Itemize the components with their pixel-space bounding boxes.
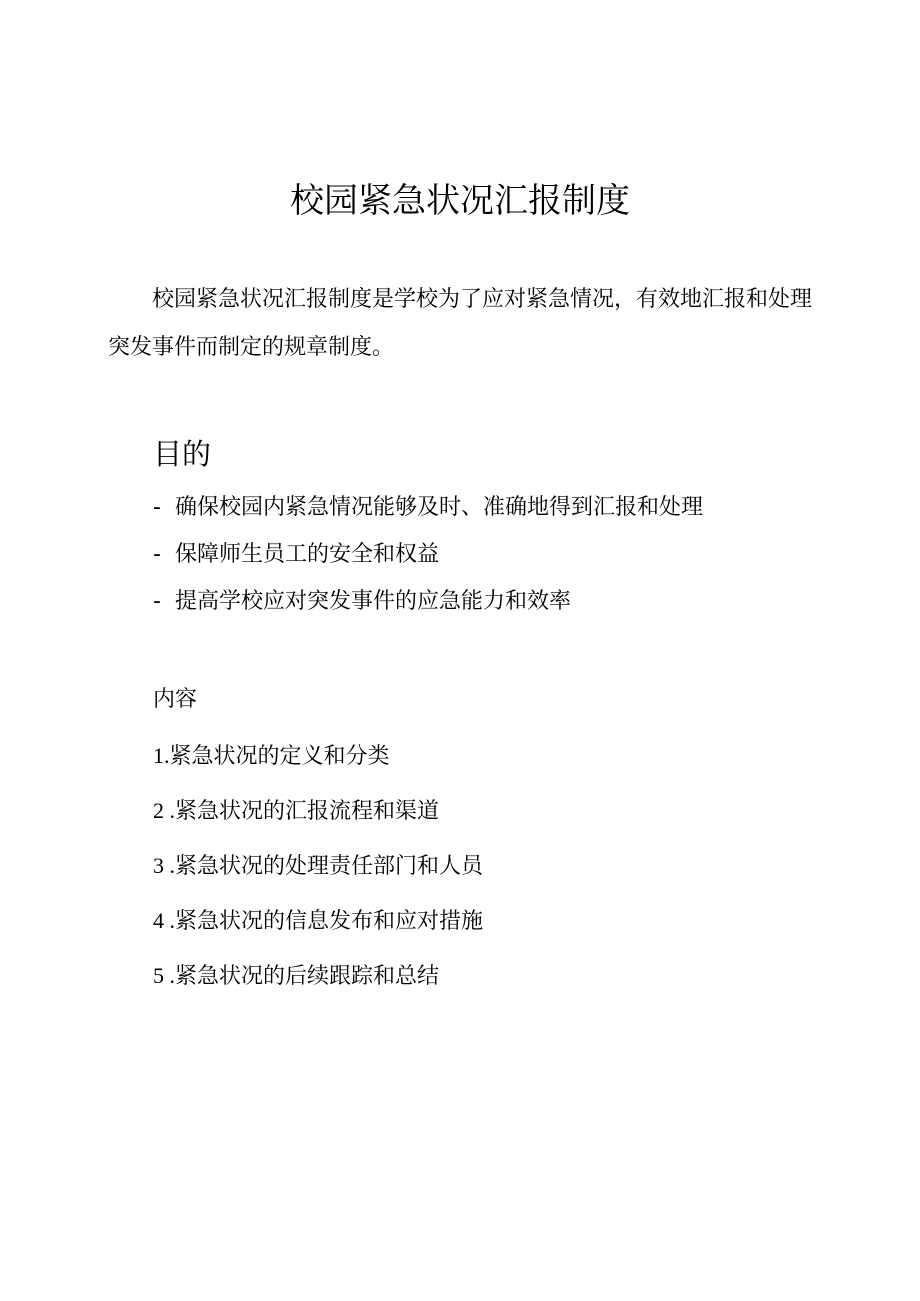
item-number: 5 .	[153, 963, 175, 988]
content-item	[153, 894, 483, 949]
item-text: 紧急状况的汇报流程和渠道	[175, 799, 440, 824]
purpose-item-text: 提高学校应对突发事件的应急能力和效率	[175, 589, 572, 614]
item-text: 紧急状况的定义和分类	[169, 744, 390, 769]
content-list	[153, 729, 483, 1004]
content-item	[153, 949, 483, 1004]
purpose-item-text: 保障师生员工的安全和权益	[175, 542, 440, 567]
content-item	[153, 729, 483, 784]
item-number: 4 .	[153, 908, 175, 933]
content-item	[153, 784, 483, 839]
purpose-list	[153, 484, 703, 625]
intro-paragraph: 校园紧急状况汇报制度是学校为了应对紧急情况，有效地汇报和处理突发事件而制定的规章制度。	[108, 287, 813, 360]
dash-marker: -	[153, 542, 161, 567]
purpose-heading: 目的	[153, 437, 212, 471]
item-text: 紧急状况的处理责任部门和人员	[175, 854, 484, 879]
document-title: 校园紧急状况汇报制度	[290, 181, 630, 221]
item-number: 1.	[153, 743, 170, 768]
purpose-item	[153, 578, 703, 625]
purpose-item	[153, 484, 703, 531]
item-text: 紧急状况的后续跟踪和总结	[175, 964, 440, 989]
dash-marker: -	[153, 495, 161, 520]
purpose-item	[153, 531, 703, 578]
content-heading: 内容	[153, 687, 198, 712]
dash-marker: -	[153, 589, 161, 614]
item-text: 紧急状况的信息发布和应对措施	[175, 909, 484, 934]
item-number: 2 .	[153, 798, 175, 823]
purpose-item-text: 确保校园内紧急情况能够及时、准确地得到汇报和处理	[175, 495, 704, 520]
item-number: 3 .	[153, 853, 175, 878]
content-item	[153, 839, 483, 894]
